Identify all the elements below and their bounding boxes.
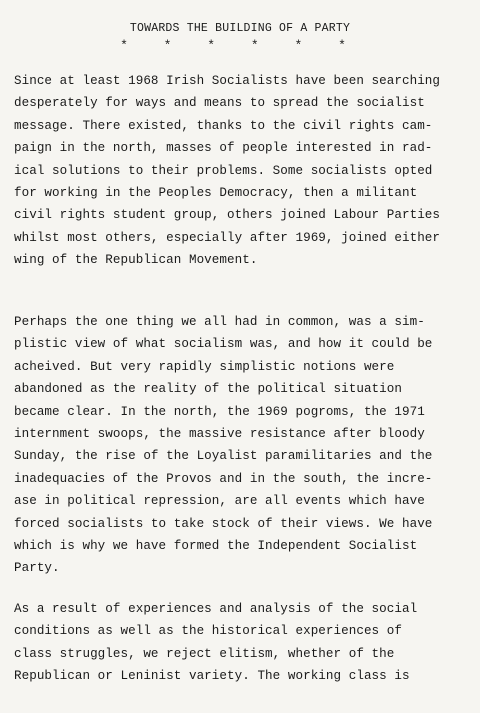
- document-title: TOWARDS THE BUILDING OF A PARTY: [129, 22, 351, 35]
- text-line: abandoned as the reality of the political situation: [14, 382, 402, 397]
- text-line: Perhaps the one thing we all had in common, was a sim-: [14, 315, 425, 329]
- text-line: internment swoops, the massive resistance after bloody: [14, 426, 425, 441]
- text-line: Republican or Leninist variety. The working class is: [14, 669, 410, 684]
- text-line: paign in the north, masses of people interested in rad-: [14, 141, 433, 156]
- text-line: whilst most others, especially after 1969, joined either: [14, 230, 441, 245]
- paragraph-1: [14, 70, 476, 272]
- text-line: acheived. But very rapidly simplistic notions were: [14, 359, 395, 374]
- paragraph-2: [14, 311, 476, 580]
- text-line: ical solutions to their problems. Some socialists opted: [14, 163, 433, 178]
- text-line: ase in political repression, are all events which have: [14, 494, 425, 509]
- text-line: class struggles, we reject elitism, whether of the: [14, 646, 395, 661]
- text-line: desperately for ways and means to spread the socialist: [14, 96, 425, 111]
- text-line: Party.: [14, 561, 60, 576]
- title-ornament: * * * * * *: [120, 38, 360, 53]
- text-line: Sunday, the rise of the Loyalist paramilitaries and the: [14, 449, 433, 464]
- text-line: inadequacies of the Provos and in the south, the incre-: [14, 471, 433, 486]
- text-line: which is why we have formed the Independent Socialist: [14, 538, 418, 553]
- text-line: became clear. In the north, the 1969 pogroms, the 1971: [14, 404, 425, 419]
- text-line: for working in the Peoples Democracy, then a militant: [14, 185, 418, 200]
- paragraph-3: [14, 598, 476, 688]
- text-line: conditions as well as the historical experiences of: [14, 624, 402, 639]
- text-line: wing of the Republican Movement.: [14, 253, 258, 268]
- text-line: civil rights student group, others joined Labour Parties: [14, 208, 441, 223]
- text-line: forced socialists to take stock of their views. We have: [14, 516, 433, 531]
- text-line: message. There existed, thanks to the civil rights cam-: [14, 118, 433, 133]
- text-line: Since at least 1968 Irish Socialists have been searching: [14, 74, 441, 88]
- text-line: plistic view of what socialism was, and how it could be: [14, 337, 433, 352]
- text-line: As a result of experiences and analysis of the social: [14, 602, 418, 616]
